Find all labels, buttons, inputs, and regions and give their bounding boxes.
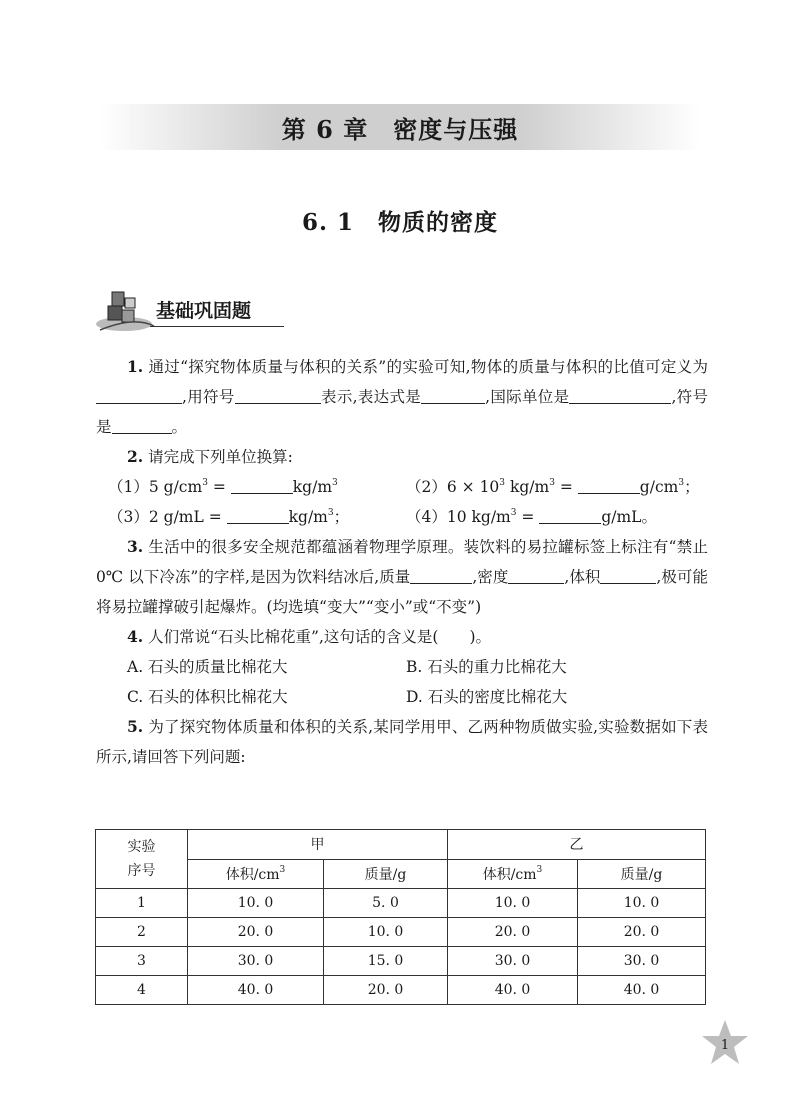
question-3: 3. 生活中的很多安全规范都蕴涵着物理学原理。装饮料的易拉罐标签上标注有“禁止 0℃ 以下冷冻”的字样,是因为饮料结冰后,质量 ,密度 ,体积 ,极可能将易拉罐撑破引起爆炸。(均选填“变大”“变小”或“不变”) [96,537,708,616]
experiment-data-table [95,829,706,1005]
question-number: 1. [127,357,144,376]
header-volume: 体积$/cm^3$ [448,859,578,889]
chapter-title: 第 6 章 密度与压强 [281,115,519,144]
question-number: 4. [127,627,144,646]
answer-blank[interactable] [600,565,656,584]
options-row [96,652,708,682]
table-row: 1 10. 0 5. 0 10. 0 10. 0 [96,889,706,918]
question-number: 2. [127,447,144,466]
badge-underline [150,326,284,327]
section-badge-label: 基础巩固题 [156,300,252,322]
header-seq: 实验 序号 [96,830,188,889]
header-substance-yi: 乙 [448,830,706,860]
header-mass: 质量/g [324,859,448,889]
header-substance-jia: 甲 [188,830,448,860]
answer-blank[interactable] [578,475,640,494]
options-row [96,682,708,712]
answer-blank[interactable] [539,505,601,524]
question-1: 1. 通过“探究物体质量与体积的关系”的实验可知,物体的质量与体积的比值可定义为,用符号 表示,表达式是 ,国际单位是 ,符号是 。 [96,357,708,436]
conversion-row: （1）5 $g/cm^3 = kg/m^3$ $(2)6 \times 10^3$ $kg/m^3 = g/cm^3$； [96,472,708,502]
answer-blank[interactable] [569,385,671,404]
answer-blank[interactable] [508,565,564,584]
question-5: 5. 为了探究物体质量和体积的关系,某同学用甲、乙两种物质做实验,实验数据如下表所示,请回答下列问题: [96,717,708,766]
option-a[interactable]: A. 石头的质量比棉花大 [127,658,288,676]
option-c[interactable]: C. 石头的体积比棉花大 [127,688,288,706]
answer-blank[interactable] [410,565,472,584]
table-row: 4 40. 0 20. 0 40. 0 40. 0 [96,976,706,1005]
section-title: 6. 1 物质的密度 [301,209,499,236]
answer-blank[interactable] [227,505,289,524]
question-2: 2. 请完成下列单位换算: [127,447,293,466]
questions-body [96,352,708,772]
table-row: 3 30. 0 15. 0 30. 0 30. 0 [96,947,706,976]
option-d[interactable]: D. 石头的密度比棉花大 [406,688,568,706]
answer-blank[interactable] [96,385,182,404]
option-b[interactable]: B. 石头的重力比棉花大 [406,658,567,676]
answer-blank[interactable] [235,385,321,404]
answer-blank[interactable] [112,415,172,434]
table-row: 2 20. 0 10. 0 20. 0 20. 0 [96,918,706,947]
conversion-row: （3）2 $g/mL = kg/m^3$； （4）10 $kg/m^3 = g/mL$。 [96,502,708,532]
page-number: 1 [720,1038,730,1053]
header-mass: 质量/g [578,859,706,889]
answer-blank[interactable] [421,385,485,404]
header-volume: 体积$/cm^3$ [188,859,324,889]
question-number: 3. [127,537,144,556]
question-number: 5. [127,717,144,736]
answer-blank[interactable] [231,475,293,494]
question-4: 4. 人们常说“石头比棉花重”,这句话的含义是( )。 [127,627,491,646]
